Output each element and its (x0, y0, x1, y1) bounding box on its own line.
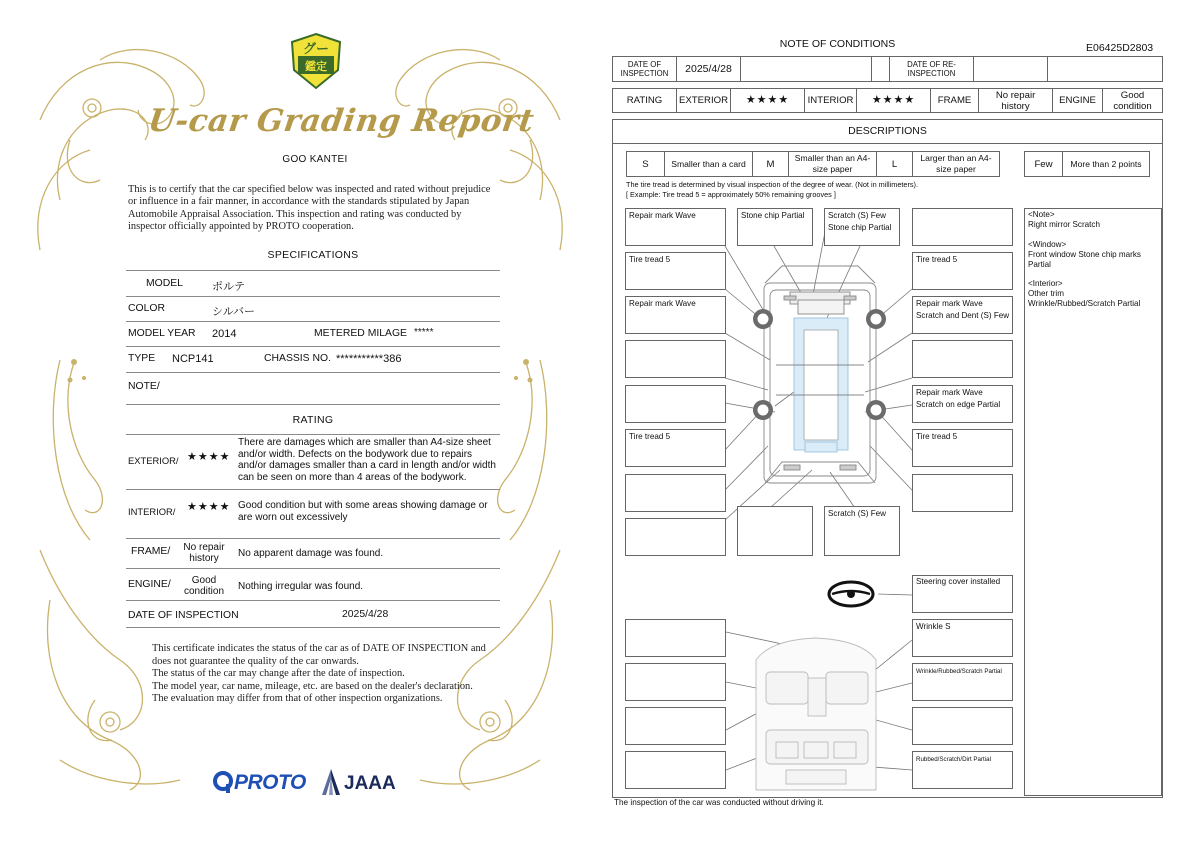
interior-label: INTERIOR/ (128, 506, 176, 517)
divider (126, 538, 500, 539)
exterior-stars: ★★★★ (731, 89, 805, 113)
jaaa-logo-icon (320, 768, 342, 796)
certificate-footer (152, 643, 492, 706)
inspection-disclaimer: The inspection of the car was conducted without driving it. (614, 798, 824, 807)
date-of-inspection-label: DATE OF INSPECTION (613, 57, 677, 82)
frame-value: No repair history (979, 89, 1053, 113)
interior-stars: ★★★★ (187, 501, 231, 513)
exterior-stars: ★★★★ (187, 451, 231, 463)
certificate-title: U-car Grading Report (146, 103, 537, 139)
divider (126, 270, 500, 271)
tire-tread-note (626, 180, 918, 199)
exterior-note-box (625, 340, 726, 378)
interior-description: Good condition but with some areas showing damage or are worn out excessively (238, 500, 488, 523)
tire-tread-note-line: [ Example: Tire tread 5 = approximately 50% remaining grooves ] (626, 189, 836, 199)
legend-s: S (627, 152, 665, 177)
logo-strip (212, 768, 402, 800)
model-value: ポルテ (212, 281, 245, 293)
legend-few-desc: More than 2 points (1063, 152, 1150, 177)
model-year-value: 2014 (212, 328, 237, 340)
exterior-note-text: Scratch (S) Few Stone chip Partial (828, 211, 892, 232)
exterior-note-text: Repair mark Wave Scratch and Dent (S) Few (916, 299, 1010, 320)
size-legend-table (626, 151, 1000, 177)
chassis-label: CHASSIS NO. (264, 353, 331, 364)
exterior-note-text: Stone chip Partial (741, 211, 805, 220)
legend-m: M (753, 152, 789, 177)
engine-value: Good condition (183, 575, 225, 597)
interior-note-text: Rubbed/Scratch/Dirt Partial (916, 756, 991, 763)
specifications-heading: SPECIFICATIONS (267, 249, 359, 261)
exterior-note-box (737, 506, 813, 556)
jaaa-logo-text: JAAA (344, 773, 396, 794)
exterior-description: There are damages which are smaller than A4-size sheet and/or width. Defects on the bodywork due to repairs and/or damages smaller than a card in length and/or width can be seen on more than 4 areas of the bodywork. (238, 437, 496, 483)
note-label: NOTE/ (128, 381, 160, 392)
footer-line: The status of the car may change after the date of inspection. (152, 668, 405, 680)
empty-cell (872, 57, 890, 82)
rating-table (612, 88, 1163, 113)
divider (126, 489, 500, 490)
proto-logo-icon (212, 770, 234, 794)
exterior-note-text: Tire tread 5 (916, 432, 958, 441)
svg-text:グー: グー (302, 42, 330, 57)
divider (126, 568, 500, 569)
divider (126, 434, 500, 435)
svg-text:鑑定: 鑑定 (305, 60, 327, 73)
divider (126, 404, 500, 405)
footer-line: This certificate indicates the status of the car as of DATE OF INSPECTION and does not guarantee the quality of the car onwards. (152, 643, 486, 667)
legend-few: Few (1025, 152, 1063, 177)
divider (126, 296, 500, 297)
model-label: MODEL (146, 278, 183, 289)
interior-note-text: Wrinkle S (916, 622, 951, 631)
note-of-conditions-sheet (600, 0, 1200, 848)
proto-logo-text: PROTO (234, 771, 306, 794)
exterior-note-text: Scratch (S) Few (828, 509, 887, 518)
type-label: TYPE (128, 353, 156, 364)
engine-label: ENGINE (1053, 89, 1103, 113)
exterior-note-text: Tire tread 5 (916, 255, 958, 264)
model-year-label: MODEL YEAR (128, 328, 196, 339)
engine-value: Good condition (1103, 89, 1163, 113)
exterior-label: EXTERIOR (677, 89, 731, 113)
report-code: E06425D2803 (1086, 42, 1154, 54)
legend-s-desc: Smaller than a card (665, 152, 753, 177)
engine-label: ENGINE/ (128, 579, 171, 590)
empty-cell (1048, 57, 1163, 82)
metered-milage-value: ***** (414, 327, 434, 338)
legend-m-desc: Smaller than an A4-size paper (789, 152, 877, 177)
frame-description: No apparent damage was found. (238, 548, 384, 559)
interior-note-box (625, 707, 726, 745)
exterior-note-box (912, 208, 1013, 246)
interior-stars: ★★★★ (857, 89, 931, 113)
exterior-note-text: Repair mark Wave (629, 299, 696, 308)
side-notes-text: <Note> Right mirror Scratch <Window> Front window Stone chip marks Partial <Interior> Other trim Wrinkle/Rubbed/Scratch Partial (1028, 210, 1141, 309)
certificate-intro: This is to certify that the car specified below was inspected and rated without prejudice or influence in a fair manner, in accordance with the standards stipulated by Japan Automobile Appraisal Association. This inspection and rating was conducted by inspector officially appointed by PROTO cooperation. (128, 184, 491, 233)
frame-label: FRAME (931, 89, 979, 113)
date-of-inspection-value: 2025/4/28 (677, 57, 741, 82)
exterior-note-box (912, 340, 1013, 378)
exterior-note-text: Tire tread 5 (629, 255, 671, 264)
footer-line: The model year, car name, mileage, etc. are based on the dealer's declaration. (152, 680, 473, 692)
date-of-reinspection-label: DATE OF RE-INSPECTION (890, 57, 974, 82)
exterior-note-box (625, 385, 726, 423)
empty-cell (974, 57, 1048, 82)
exterior-label: EXTERIOR/ (128, 455, 179, 466)
exterior-note-text: Repair mark Wave (629, 211, 696, 220)
legend-l: L (877, 152, 913, 177)
interior-note-box (625, 663, 726, 701)
interior-note-box (625, 751, 726, 789)
few-legend-table (1024, 151, 1150, 177)
engine-description: Nothing irregular was found. (238, 581, 364, 592)
divider (126, 627, 500, 628)
legend-l-desc: Larger than an A4-size paper (913, 152, 1000, 177)
exterior-note-box (625, 518, 726, 556)
date-of-inspection-value: 2025/4/28 (342, 609, 389, 620)
metered-milage-label: METERED MILAGE (314, 328, 407, 339)
interior-note-text: Steering cover installed (916, 577, 1001, 586)
frame-value: No repair history (183, 542, 225, 564)
note-title: NOTE OF CONDITIONS (779, 38, 896, 50)
exterior-note-text: Repair mark Wave Scratch on edge Partial (916, 388, 1001, 409)
rating-label: RATING (613, 89, 677, 113)
certificate-subtitle: GOO KANTEI (282, 154, 348, 165)
color-value: シルバー (212, 306, 255, 318)
color-label: COLOR (128, 303, 165, 314)
tire-tread-note-line: The tire tread is determined by visual inspection of the degree of wear. (Not in millimeters). (626, 180, 919, 189)
rating-heading: RATING (292, 414, 334, 426)
exterior-note-box (912, 474, 1013, 512)
empty-cell (741, 57, 872, 82)
chassis-value: ***********386 (336, 353, 402, 365)
divider (126, 346, 500, 347)
goo-kantei-badge-icon (288, 32, 344, 90)
dates-table (612, 56, 1163, 82)
frame-label: FRAME/ (131, 546, 171, 557)
type-value: NCP141 (172, 353, 214, 365)
interior-note-text: Wrinkle/Rubbed/Scratch Partial (916, 668, 1002, 675)
divider (126, 600, 500, 601)
divider (126, 321, 500, 322)
interior-note-box (625, 619, 726, 657)
divider (126, 372, 500, 373)
descriptions-heading: DESCRIPTIONS (612, 119, 1163, 144)
exterior-note-text: Tire tread 5 (629, 432, 671, 441)
exterior-note-box (625, 474, 726, 512)
date-of-inspection-label: DATE OF INSPECTION (128, 610, 239, 621)
footer-line: The evaluation may differ from that of other inspection organizations. (152, 693, 443, 705)
interior-label: INTERIOR (805, 89, 857, 113)
interior-note-box (912, 707, 1013, 745)
